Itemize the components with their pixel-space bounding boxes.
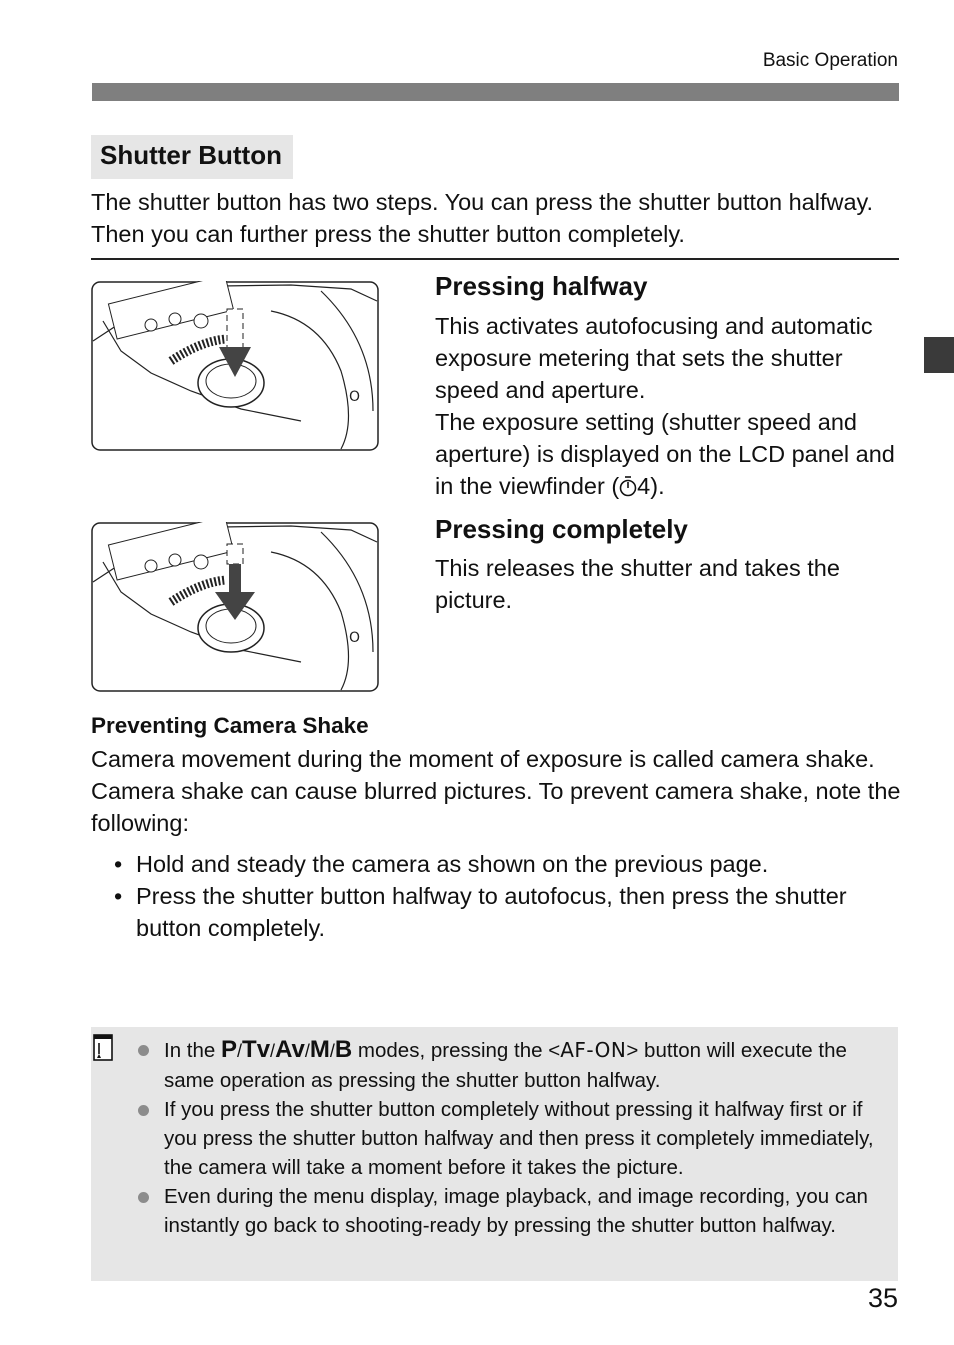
bullet: • (114, 851, 123, 877)
mode-separator: / (237, 1041, 243, 1061)
mode-b: B (334, 1036, 353, 1063)
step-body-text: The exposure setting (shutter speed and aperture) is displayed on the LCD panel and in the viewfinder ( (435, 409, 895, 499)
chapter-tab (924, 337, 954, 373)
page-number: 35 (867, 1283, 898, 1313)
list-item (114, 848, 894, 880)
step-body-halfway (435, 310, 905, 505)
section-title: Shutter Button (91, 135, 293, 179)
svg-text:O: O (349, 630, 361, 646)
mode-separator: / (270, 1041, 276, 1061)
header-bar (92, 83, 899, 101)
camera-completely-illustration (91, 522, 379, 692)
mode-p: P (221, 1036, 238, 1063)
divider (91, 258, 899, 260)
note-bullet (138, 1045, 149, 1056)
intro-text: The shutter button has two steps. You can press the shutter button halfway. Then you can further press the shutter button completely. (91, 189, 874, 247)
list-item-text: Press the shutter button halfway to autofocus, then press the shutter button completely. (136, 883, 847, 941)
running-header: Basic Operation (762, 50, 898, 71)
note-text: modes, pressing the < (352, 1039, 561, 1062)
mode-separator: / (329, 1041, 335, 1061)
bullet: • (114, 883, 123, 909)
note-item (137, 1182, 887, 1240)
page-reference-icon (619, 473, 637, 505)
tip-list (114, 848, 894, 944)
list-item-text: Hold and steady the camera as shown on the previous page. (136, 851, 769, 877)
note-item (137, 1035, 887, 1095)
note-text: In the (164, 1039, 221, 1062)
step-body-completely: This releases the shutter and takes the picture. (435, 555, 840, 613)
mode-tv: Tv (242, 1036, 271, 1063)
mode-m: M (309, 1036, 330, 1063)
step-title-halfway: Pressing halfway (435, 271, 648, 301)
note-item (137, 1095, 887, 1182)
note-text: > button will execute the same operation as pressing the shutter button halfway. (164, 1039, 847, 1092)
step-body-paragraph: This activates autofocusing and automatic exposure metering that sets the shutter speed and aperture. (435, 313, 873, 403)
note-text: If you press the shutter button completely without pressing it halfway first or if you press the shutter button halfway and then press it completely immediately, the camera will take a moment before it takes the picture. (164, 1098, 874, 1179)
note-bullet (138, 1105, 149, 1116)
camera-shake-text: Camera movement during the moment of exposure is called camera shake. Camera shake can cause blurred pictures. To prevent camera shake, note the following: (91, 746, 901, 836)
note-text: Even during the menu display, image playback, and image recording, you can instantly go back to shooting-ready by pressing the shutter button halfway. (164, 1185, 868, 1237)
memo-icon (90, 1032, 116, 1062)
mode-av: Av (275, 1036, 305, 1063)
svg-text:O: O (349, 389, 361, 405)
subsection-title: Preventing Camera Shake (91, 713, 369, 738)
camera-halfway-illustration (91, 281, 379, 451)
step-title-completely: Pressing completely (435, 514, 688, 544)
step-body-text: ). (650, 473, 665, 499)
mode-separator: / (304, 1041, 310, 1061)
list-item (114, 880, 894, 944)
note-bullet (138, 1192, 149, 1203)
step-body-paragraph (435, 406, 905, 505)
af-on-button-label: AF-ON (560, 1038, 627, 1062)
page-reference-number: 4 (637, 473, 651, 499)
note-list (137, 1035, 887, 1240)
